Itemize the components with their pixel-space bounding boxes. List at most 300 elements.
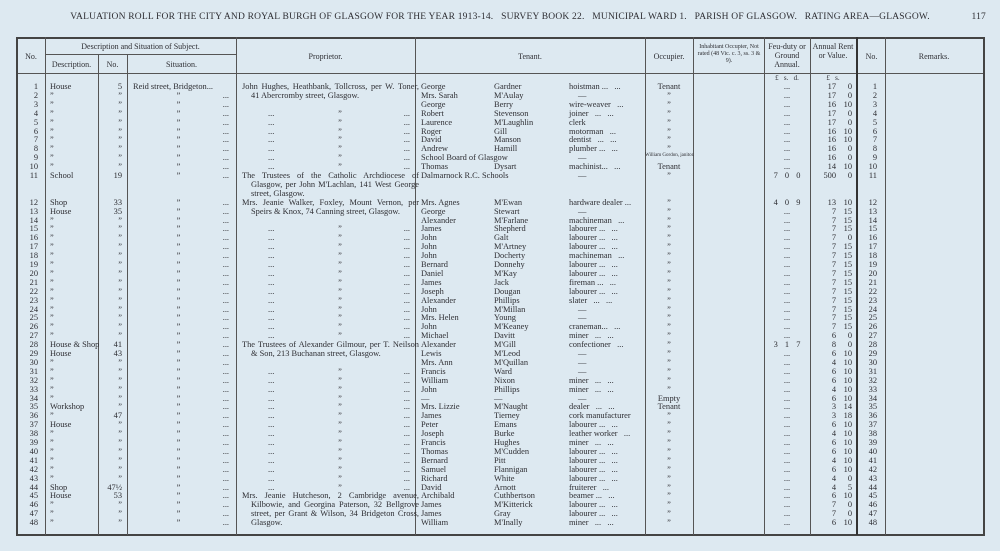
row-number: 20 [29, 268, 38, 278]
occupier: ” [667, 438, 671, 447]
description: ” [50, 384, 54, 394]
situation-leader: ... [222, 500, 229, 510]
tenant-occupation: plumber ... ... [569, 144, 618, 154]
header-annual-rent: Annual Rent or Value. [812, 42, 854, 60]
tenant-surname: Emans [494, 420, 517, 430]
rent-pounds: 4 [831, 455, 836, 465]
description: ” [50, 500, 54, 510]
occupier: ” [667, 464, 671, 474]
tenant-occupation: miner ... ... [569, 375, 614, 385]
tenant-forename: Mrs. Helen [421, 313, 459, 323]
tenant-occupation: labourer ... ... [569, 464, 618, 474]
proprietor-leader: ... [403, 375, 410, 385]
tenant-forename: William [421, 375, 449, 385]
situation-ditto: ” [176, 349, 181, 358]
tenant-occupation: hardware dealer ... [569, 197, 632, 207]
proprietor-leader: ... [403, 473, 410, 483]
row-number: 46 [29, 500, 38, 510]
rent-shillings: 0 [847, 509, 852, 519]
tenant-forename: Daniel [421, 268, 444, 278]
proprietor-leader: ... [268, 268, 275, 278]
feu-duty: ... [783, 429, 791, 439]
tenant-forename: Thomas [421, 446, 448, 456]
feu-duty: ... [783, 99, 791, 109]
tenant-forename: John [421, 233, 437, 243]
rent-pounds: 7 [831, 215, 836, 225]
rent-shillings: 10 [843, 366, 852, 376]
tenant-occupation: labourer ... ... [569, 242, 618, 252]
occupier: ” [667, 286, 671, 296]
house-number: ” [118, 162, 122, 172]
tenant-surname: Dysart [494, 162, 517, 172]
situation-leader: ... [222, 357, 229, 367]
proprietor-leader: ... [268, 455, 275, 465]
rent-pounds: 17 [827, 82, 836, 91]
occupier: ” [667, 455, 671, 465]
occupier: ” [667, 108, 671, 118]
row-number: 27 [29, 331, 38, 341]
tenant-surname: Flannigan [494, 464, 528, 474]
rent-shillings: 15 [843, 224, 852, 234]
proprietor-ditto: ” [338, 277, 342, 287]
tenant-occupation: leather worker ... [569, 429, 631, 439]
feu-duty: ... [783, 304, 791, 314]
situation-ditto: ” [176, 500, 181, 510]
proprietor-leader: ... [268, 117, 275, 127]
tenant-occupation: beamer ... ... [569, 491, 615, 501]
row-number-right: 39 [868, 438, 877, 447]
house-number: ” [118, 464, 122, 474]
feu-duty: ... [783, 357, 791, 367]
rent-pounds: 7 [831, 260, 836, 269]
row-number: 2 [33, 90, 38, 100]
rent-shillings: 15 [843, 313, 852, 323]
table-bottom-border [16, 534, 985, 536]
tenant-occupation: cork manufacturer [569, 411, 631, 421]
tenant-forename: James [421, 500, 442, 510]
row-number-right: 24 [868, 304, 877, 314]
tenant-occupation: — [578, 366, 587, 376]
situation-leader: ... [222, 446, 229, 456]
tenant-surname: Cuthbertson [494, 491, 535, 501]
feu-duty: ... [783, 277, 791, 287]
rent-shillings: 15 [843, 268, 852, 278]
situation-leader: ... [222, 340, 229, 350]
proprietor-ditto: ” [338, 331, 342, 341]
rent-shillings: 15 [843, 242, 852, 252]
row-number-right: 22 [868, 286, 877, 296]
rent-shillings: 10 [843, 464, 852, 474]
tenant-forename: Mrs. Agnes [421, 197, 460, 207]
proprietor-leader: ... [268, 384, 275, 394]
row-number-right: 28 [868, 340, 877, 350]
tenant-surname: Shepherd [494, 224, 526, 234]
proprietor-leader: ... [403, 446, 410, 456]
occupier: ” [667, 260, 671, 269]
situation-leader: ... [222, 206, 229, 216]
house-number: ” [118, 509, 122, 519]
tenant-occupation: joiner ... ... [569, 108, 614, 118]
occupier: Tenant [657, 402, 681, 412]
roll-title: VALUATION ROLL FOR THE CITY AND ROYAL BURGH OF GLASGOW FOR THE YEAR 1913-14. SURVEY BOOK 22. MUNICIPAL WARD 1. PARISH OF GLASGOW. RATING AREA—GLASGOW. [70, 12, 930, 22]
rent-shillings: 0 [847, 153, 852, 163]
tenant-forename: George [421, 99, 446, 109]
house-number: ” [118, 357, 122, 367]
feu-duty: ... [783, 313, 791, 323]
occupier: ” [667, 429, 671, 439]
tenant-occupation: confectioner ... [569, 340, 624, 350]
occupier: ” [667, 349, 671, 358]
tenant-forename: Alexander [421, 295, 456, 305]
proprietor-ditto: ” [338, 420, 342, 430]
situation-leader: ... [222, 171, 229, 180]
row-number: 25 [29, 313, 38, 323]
proprietor-leader: ... [268, 233, 275, 243]
row-number: 17 [29, 242, 38, 252]
row-number-right: 11 [868, 171, 877, 180]
feu-duty: ... [783, 509, 791, 519]
tenant-forename: Mrs. Sarah [421, 90, 458, 100]
row-number-right: 36 [868, 411, 877, 421]
house-number: ” [118, 286, 122, 296]
header-situation: Situation. [166, 60, 197, 69]
description: ” [50, 135, 54, 145]
situation-leader: ... [222, 411, 229, 421]
occupier: ” [667, 197, 671, 207]
rent-pounds: 6 [831, 375, 836, 385]
rent-shillings: 15 [843, 260, 852, 269]
row-number: 37 [29, 420, 38, 430]
occupier: ” [667, 144, 671, 154]
proprietor-ditto: ” [338, 260, 342, 269]
rent-pounds: 7 [831, 242, 836, 252]
tenant-surname: M'Millan [494, 304, 526, 314]
row-number: 45 [29, 491, 38, 501]
row-number-right: 38 [868, 429, 877, 439]
rent-pounds: 7 [831, 322, 836, 332]
row-number: 30 [29, 357, 38, 367]
page-number: 117 [971, 12, 986, 22]
situation-leader: ... [222, 233, 229, 243]
description: ” [50, 144, 54, 154]
feu-duty: ... [783, 233, 791, 243]
header-proprietor: Proprietor. [308, 52, 343, 61]
rent-pounds: 16 [827, 144, 836, 154]
proprietor-leader: ... [268, 366, 275, 376]
tenant-forename: Francis [421, 438, 446, 447]
proprietor-leader: ... [403, 438, 410, 447]
tenant-occupation: labourer ... ... [569, 509, 618, 519]
rent-pounds: 17 [827, 108, 836, 118]
tenant-occupation: miner ... ... [569, 331, 614, 341]
house-number: ” [118, 268, 122, 278]
feu-duty: ... [783, 473, 791, 483]
situation-ditto: ” [176, 251, 181, 261]
rent-shillings: 10 [843, 197, 852, 207]
situation-leader: ... [222, 420, 229, 430]
feu-duty: ... [783, 144, 791, 154]
row-number: 21 [29, 277, 38, 287]
rent-shillings: 10 [843, 518, 852, 528]
situation-leader: ... [222, 153, 229, 163]
tenant-surname: M'Laughlin [494, 117, 534, 127]
rent-pounds: 7 [831, 295, 836, 305]
row-number: 18 [29, 251, 38, 261]
rent-pounds: 6 [831, 464, 836, 474]
row-number: 16 [29, 233, 38, 243]
feu-duty: 4 0 9 [773, 197, 801, 207]
row-number-right: 7 [872, 135, 877, 145]
rent-pounds: 4 [831, 429, 836, 439]
feu-duty: ... [783, 411, 791, 421]
tenant-occupation: fireman ... ... [569, 277, 616, 287]
situation-ditto: ” [176, 304, 181, 314]
situation-leader: ... [222, 99, 229, 109]
description: ” [50, 509, 54, 519]
proprietor-leader: ... [268, 313, 275, 323]
tenant-surname: Young [494, 313, 516, 323]
feu-duty: ... [783, 491, 791, 501]
row-number-right: 13 [868, 206, 877, 216]
rent-shillings: 10 [843, 99, 852, 109]
situation-leader: ... [222, 295, 229, 305]
tenant-forename: Thomas [421, 162, 448, 172]
proprietor-leader: ... [403, 402, 410, 412]
row-number-right: 20 [868, 268, 877, 278]
situation-ditto: ” [176, 340, 181, 350]
tenant-surname: Gray [494, 509, 511, 519]
row-number-right: 48 [868, 518, 877, 528]
proprietor-ditto: ” [338, 153, 342, 163]
tenant-forename: Alexander [421, 215, 456, 225]
rent-shillings: 10 [843, 135, 852, 145]
row-number-right: 43 [868, 473, 877, 483]
description: ” [50, 518, 54, 528]
description: House [50, 349, 72, 358]
situation-leader: ... [222, 242, 229, 252]
tenant-occupation: slater ... ... [569, 295, 613, 305]
description: ” [50, 455, 54, 465]
situation-leader: ... [222, 438, 229, 447]
description: ” [50, 313, 54, 323]
house-number: 33 [113, 197, 122, 207]
header-no-right: No. [865, 52, 878, 61]
proprietor-leader: ... [403, 304, 410, 314]
feu-duty: 3 1 7 [773, 340, 801, 350]
situation-leader: ... [222, 126, 229, 136]
row-number-right: 45 [868, 491, 877, 501]
row-number-right: 9 [872, 153, 877, 163]
occupier: ” [667, 233, 671, 243]
occupier: ” [667, 500, 671, 510]
tenant-forename: David [421, 482, 442, 492]
situation-leader: ... [222, 375, 229, 385]
description: ” [50, 393, 54, 403]
rent-pounds: 14 [827, 162, 836, 172]
situation-ditto: ” [176, 242, 181, 252]
situation-leader: ... [222, 268, 229, 278]
occupier: ” [667, 446, 671, 456]
proprietor-leader: ... [268, 322, 275, 332]
proprietor-leader: ... [403, 162, 410, 172]
row-number: 48 [29, 518, 38, 528]
proprietor-leader: ... [403, 455, 410, 465]
situation-leader: ... [222, 393, 229, 403]
row-number: 9 [33, 153, 38, 163]
row-number-right: 21 [868, 277, 877, 287]
row-number: 12 [29, 197, 38, 207]
situation-ditto: ” [176, 393, 181, 403]
tenant-forename: George [421, 82, 446, 91]
feu-duty: ... [783, 500, 791, 510]
proprietor-leader: ... [403, 420, 410, 430]
row-number-right: 15 [868, 224, 877, 234]
situation-leader: ... [222, 402, 229, 412]
occupier: ” [667, 99, 671, 109]
row-number-right: 30 [868, 357, 877, 367]
feu-duty: ... [783, 349, 791, 358]
proprietor-leader: ... [268, 375, 275, 385]
situation-leader: ... [222, 144, 229, 154]
situation-leader: ... [222, 304, 229, 314]
rent-shillings: 15 [843, 295, 852, 305]
rent-pounds: 7 [831, 268, 836, 278]
feu-duty: ... [783, 82, 791, 91]
tenant-occupation: miner ... ... [569, 384, 614, 394]
tenant-surname: M'Gill [494, 340, 516, 350]
situation-leader: ... [222, 384, 229, 394]
proprietor-ditto: ” [338, 286, 342, 296]
tenant-occupation: — [578, 304, 587, 314]
situation-ditto: ” [176, 366, 181, 376]
rent-pounds: 6 [831, 491, 836, 501]
tenant-occupation: craneman... ... [569, 322, 621, 332]
tenant-forename: Bernard [421, 455, 448, 465]
situation-ditto: ” [176, 509, 181, 519]
proprietor-leader: ... [268, 420, 275, 430]
proprietor-leader: ... [403, 313, 410, 323]
proprietor-ditto: ” [338, 144, 342, 154]
rent-shillings: 15 [843, 286, 852, 296]
occupier: ” [667, 171, 671, 180]
tenant-occupation: — [578, 171, 587, 180]
row-number: 14 [29, 215, 38, 225]
proprietor-leader: ... [268, 260, 275, 269]
situation-ditto: ” [176, 108, 181, 118]
situation-ditto: ” [176, 117, 181, 127]
proprietor-ditto: ” [338, 446, 342, 456]
proprietor-leader: ... [403, 295, 410, 305]
description: House [50, 82, 72, 91]
tenant-surname: M'Leod [494, 349, 521, 358]
situation-leader: ... [222, 455, 229, 465]
rent-pounds: 6 [831, 420, 836, 430]
situation-ditto: ” [176, 135, 181, 145]
proprietor-leader: ... [403, 429, 410, 439]
feu-duty: ... [783, 420, 791, 430]
tenant-surname: Donnehy [494, 260, 525, 269]
proprietor-leader: ... [403, 322, 410, 332]
feu-duty: ... [783, 295, 791, 305]
proprietor-leader: ... [403, 153, 410, 163]
feu-duty: ... [783, 384, 791, 394]
house-number: 53 [113, 491, 122, 501]
feu-duty: ... [783, 286, 791, 296]
row-number: 11 [29, 171, 38, 180]
rent-shillings: 0 [847, 331, 852, 341]
proprietor-ditto: ” [338, 402, 342, 412]
house-number: ” [118, 260, 122, 269]
row-number-right: 5 [872, 117, 877, 127]
tenant-surname: Galt [494, 233, 509, 243]
tenant-forename: John [421, 384, 437, 394]
tenant-forename: Dalmarnock R.C. Schools [421, 171, 509, 180]
proprietor-leader: ... [268, 429, 275, 439]
situation-ditto: ” [176, 411, 181, 421]
house-number: ” [118, 242, 122, 252]
rent-shillings: 10 [843, 429, 852, 439]
tenant-surname: M'Farlane [494, 215, 529, 225]
house-number: ” [118, 135, 122, 145]
row-number: 3 [33, 99, 38, 109]
tenant-surname: — [494, 393, 503, 403]
rent-shillings: 10 [843, 357, 852, 367]
proprietor-leader: ... [268, 402, 275, 412]
house-number: ” [118, 90, 122, 100]
house-number: ” [118, 304, 122, 314]
rent-shillings: 15 [843, 304, 852, 314]
row-number-right: 16 [868, 233, 877, 243]
tenant-occupation: labourer ... ... [569, 473, 618, 483]
proprietor-ditto: ” [338, 455, 342, 465]
row-number-right: 42 [868, 464, 877, 474]
row-number-right: 10 [868, 162, 877, 172]
proprietor-leader: ... [403, 268, 410, 278]
feu-duty: ... [783, 393, 791, 403]
description: Shop [50, 197, 68, 207]
occupier: ” [667, 117, 671, 127]
situation-leader: ... [222, 518, 229, 528]
feu-duty: ... [783, 331, 791, 341]
description: ” [50, 331, 54, 341]
house-number: ” [118, 126, 122, 136]
occupier: ” [667, 224, 671, 234]
situation-leader: ... [222, 162, 229, 172]
rent-pounds: 7 [831, 233, 836, 243]
house-number: ” [118, 473, 122, 483]
tenant-surname: Manson [494, 135, 521, 145]
situation-ditto: ” [176, 171, 181, 180]
row-number: 29 [29, 349, 38, 358]
tenant-occupation: wire-weaver ... [569, 99, 624, 109]
proprietor-leader: ... [403, 366, 410, 376]
feu-duty: ... [783, 438, 791, 447]
feu-duty: ... [783, 446, 791, 456]
situation-ditto: ” [176, 260, 181, 269]
tenant-occupation: labourer ... ... [569, 500, 618, 510]
rent-pounds: 16 [827, 99, 836, 109]
tenant-surname: Phillips [494, 295, 520, 305]
situation-leader: ... [222, 331, 229, 341]
row-number-right: 40 [868, 446, 877, 456]
proprietor: The Trustees of Alexander Gilmour, per T. Neilson & Son, 213 Buchanan street, Glasgow. [242, 340, 419, 358]
tenant-surname: Ward [494, 366, 512, 376]
situation-ditto: ” [176, 446, 181, 456]
feu-duty: ... [783, 153, 791, 163]
situation-ditto: ” [176, 331, 181, 341]
row-number: 47 [29, 509, 38, 519]
rent-shillings: 0 [847, 90, 852, 100]
